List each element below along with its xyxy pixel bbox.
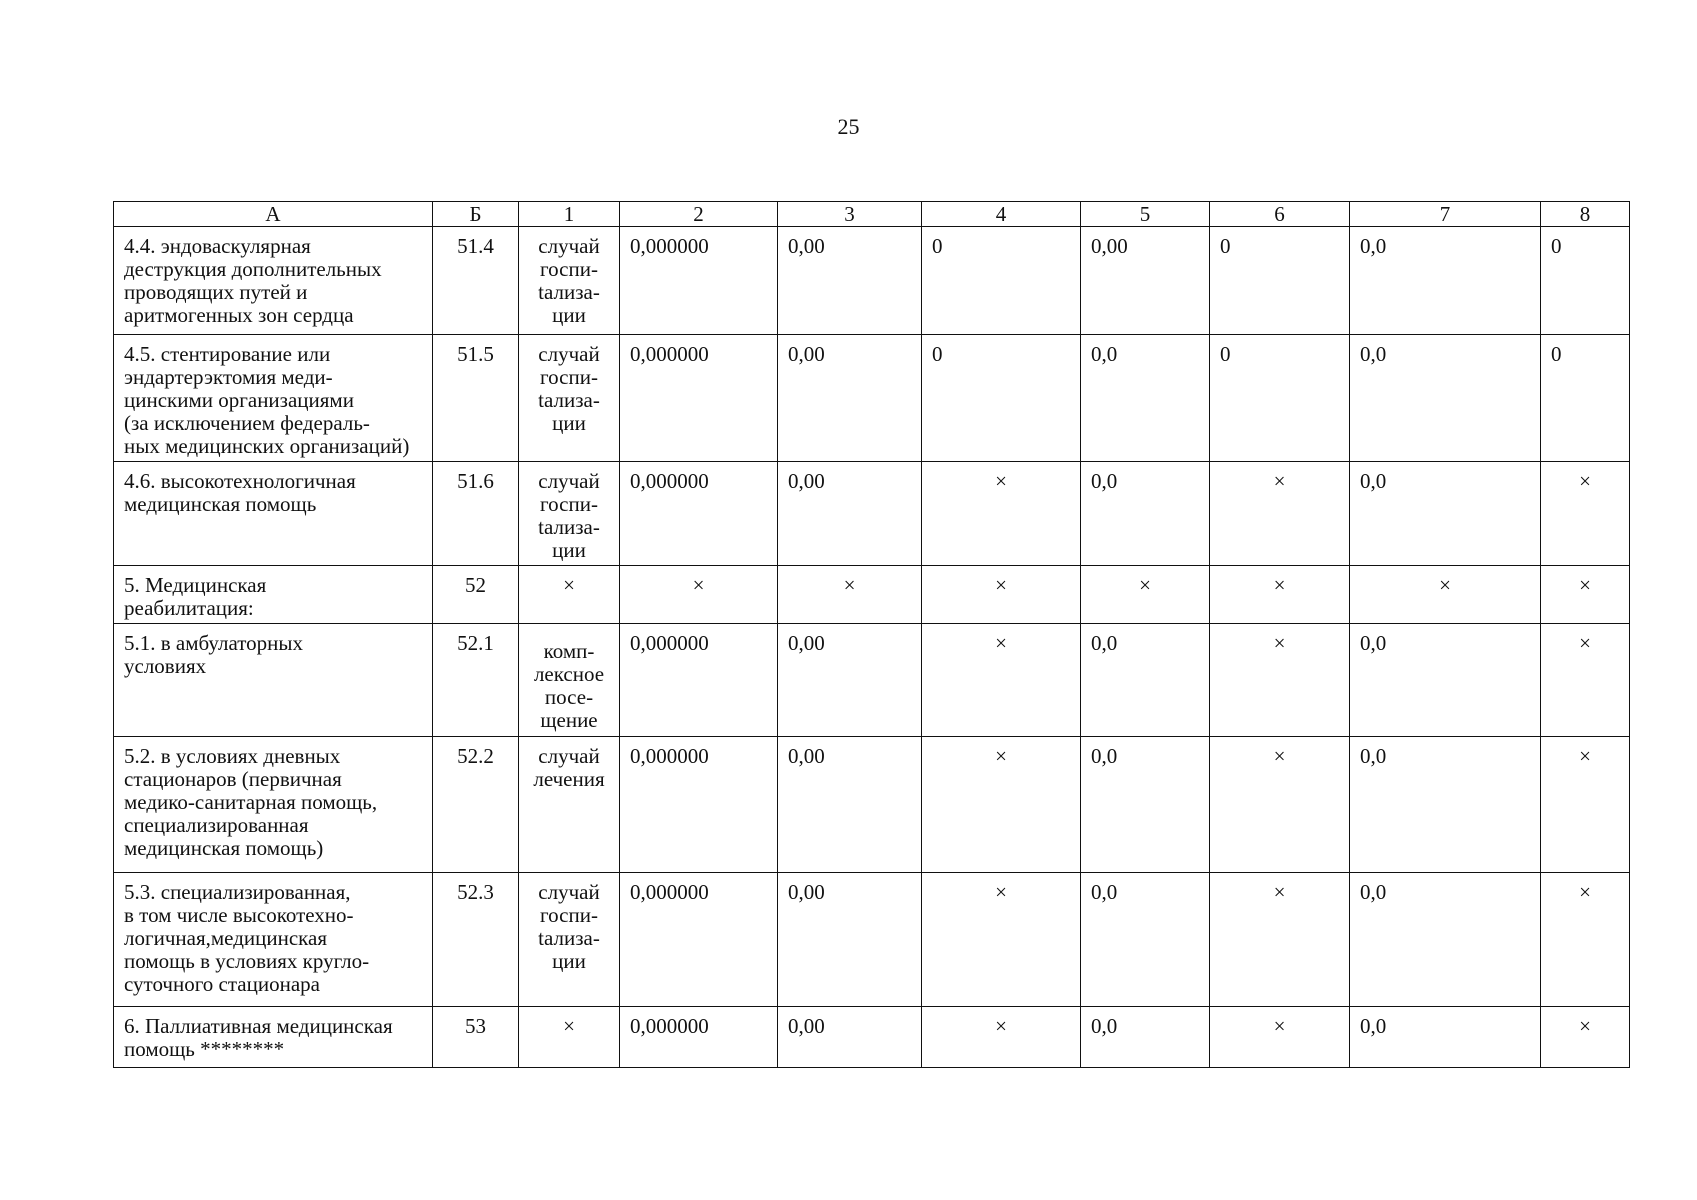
table-row [114,1007,1630,1068]
cell-col-4: 0 [922,227,1081,335]
cell-col-6: × [1210,873,1350,1007]
cell-col-7: 0,0 [1350,1007,1541,1068]
table-row [114,462,1630,566]
cell-col-6: 0 [1210,335,1350,462]
row-code: 52.3 [433,873,519,1007]
cell-col-4: × [922,624,1081,737]
row-code: 53 [433,1007,519,1068]
row-code: 51.5 [433,335,519,462]
row-name: 6. Паллиативная медицинская помощь ******** [124,1014,393,1061]
cell-col-3: 0,00 [778,1007,922,1068]
column-header: 7 [1350,202,1541,227]
column-header: 6 [1210,202,1350,227]
row-name-cell [114,1007,433,1068]
row-unit: случай госпи- tализа- ции [538,880,600,973]
cell-col-5: × [1081,566,1210,624]
row-unit-cell [519,462,620,566]
cell-col-3: 0,00 [778,462,922,566]
row-name: 4.4. эндоваскулярная деструкция дополнительных проводящих путей и аритмогенных зон сердца [124,234,382,327]
cell-col-7: × [1350,566,1541,624]
row-unit: случай госпи- tализа- ции [538,234,600,327]
row-code: 52.1 [433,624,519,737]
cell-col-5: 0,0 [1081,873,1210,1007]
cell-col-6: 0 [1210,227,1350,335]
column-header: 3 [778,202,922,227]
cell-col-5: 0,0 [1081,462,1210,566]
table-row [114,227,1630,335]
row-name-cell [114,227,433,335]
row-unit-cell [519,227,620,335]
cell-col-8: × [1541,462,1630,566]
cell-col-3: 0,00 [778,335,922,462]
column-header: 2 [620,202,778,227]
cell-col-8: 0 [1541,227,1630,335]
cell-col-8: × [1541,737,1630,873]
cell-col-7: 0,0 [1350,624,1541,737]
cell-col-2: 0,000000 [620,462,778,566]
row-name: 4.6. высокотехнологичная медицинская помощь [124,469,356,516]
column-header: 1 [519,202,620,227]
row-unit-cell [519,624,620,737]
table-row [114,624,1630,737]
row-name: 4.5. стентирование или эндартерэктомия меди- цинскими организациями (за исключением федераль- ных медицинских организаций) [124,342,410,458]
cell-col-8: × [1541,873,1630,1007]
cell-col-2: 0,000000 [620,624,778,737]
cell-col-2: × [620,566,778,624]
row-name-cell [114,737,433,873]
cell-col-8: × [1541,566,1630,624]
cell-col-2: 0,000000 [620,227,778,335]
row-code: 51.6 [433,462,519,566]
row-unit: случай госпи- tализа- ции [538,342,600,435]
cell-col-5: 0,00 [1081,227,1210,335]
row-name: 5.2. в условиях дневных стационаров (первичная медико-санитарная помощь, специализированная медицинская помощь) [124,744,378,860]
row-unit-cell [519,737,620,873]
row-unit-cell [519,1007,620,1068]
row-name-cell [114,566,433,624]
row-unit-cell [519,566,620,624]
row-name: 5.1. в амбулаторных условиях [124,631,303,678]
row-name: 5.3. специализированная, в том числе высокотехно- логичная,медицинская помощь в условиях кругло- суточного стационара [124,880,370,996]
row-unit-cell [519,873,620,1007]
cell-col-6: × [1210,737,1350,873]
cell-col-8: × [1541,1007,1630,1068]
cell-col-5: 0,0 [1081,335,1210,462]
row-code: 52.2 [433,737,519,873]
cell-col-6: × [1210,566,1350,624]
row-unit-cell [519,335,620,462]
cell-col-5: 0,0 [1081,737,1210,873]
column-header: 8 [1541,202,1630,227]
column-header: Б [433,202,519,227]
data-table [113,201,1630,1068]
cell-col-7: 0,0 [1350,873,1541,1007]
cell-col-2: 0,000000 [620,1007,778,1068]
row-unit: × [563,573,575,597]
cell-col-4: × [922,462,1081,566]
cell-col-8: × [1541,624,1630,737]
cell-col-3: 0,00 [778,227,922,335]
cell-col-4: 0 [922,335,1081,462]
row-name-cell [114,462,433,566]
cell-col-4: × [922,566,1081,624]
row-name: 5. Медицинская реабилитация: [124,573,267,620]
cell-col-2: 0,000000 [620,737,778,873]
cell-col-6: × [1210,624,1350,737]
table-row [114,737,1630,873]
column-header: А [114,202,433,227]
cell-col-4: × [922,737,1081,873]
cell-col-3: 0,00 [778,873,922,1007]
cell-col-2: 0,000000 [620,873,778,1007]
cell-col-4: × [922,873,1081,1007]
cell-col-8: 0 [1541,335,1630,462]
cell-col-6: × [1210,462,1350,566]
row-unit: случай лечения [533,744,605,791]
row-name-cell [114,624,433,737]
cell-col-7: 0,0 [1350,227,1541,335]
row-name-cell [114,335,433,462]
column-header: 5 [1081,202,1210,227]
cell-col-7: 0,0 [1350,462,1541,566]
row-code: 51.4 [433,227,519,335]
page-number: 25 [837,114,860,139]
cell-col-5: 0,0 [1081,624,1210,737]
cell-col-3: × [778,566,922,624]
cell-col-3: 0,00 [778,624,922,737]
cell-col-7: 0,0 [1350,737,1541,873]
row-name-cell [114,873,433,1007]
row-unit: × [563,1014,575,1038]
cell-col-6: × [1210,1007,1350,1068]
row-unit: случай госпи- tализа- ции [538,469,600,562]
cell-col-3: 0,00 [778,737,922,873]
cell-col-7: 0,0 [1350,335,1541,462]
cell-col-4: × [922,1007,1081,1068]
row-code: 52 [433,566,519,624]
table-row [114,873,1630,1007]
cell-col-2: 0,000000 [620,335,778,462]
table-row [114,566,1630,624]
cell-col-5: 0,0 [1081,1007,1210,1068]
table-row [114,335,1630,462]
table-header-row [114,202,1630,227]
row-unit: комп- лексное посе- щение [533,639,605,732]
column-header: 4 [922,202,1081,227]
